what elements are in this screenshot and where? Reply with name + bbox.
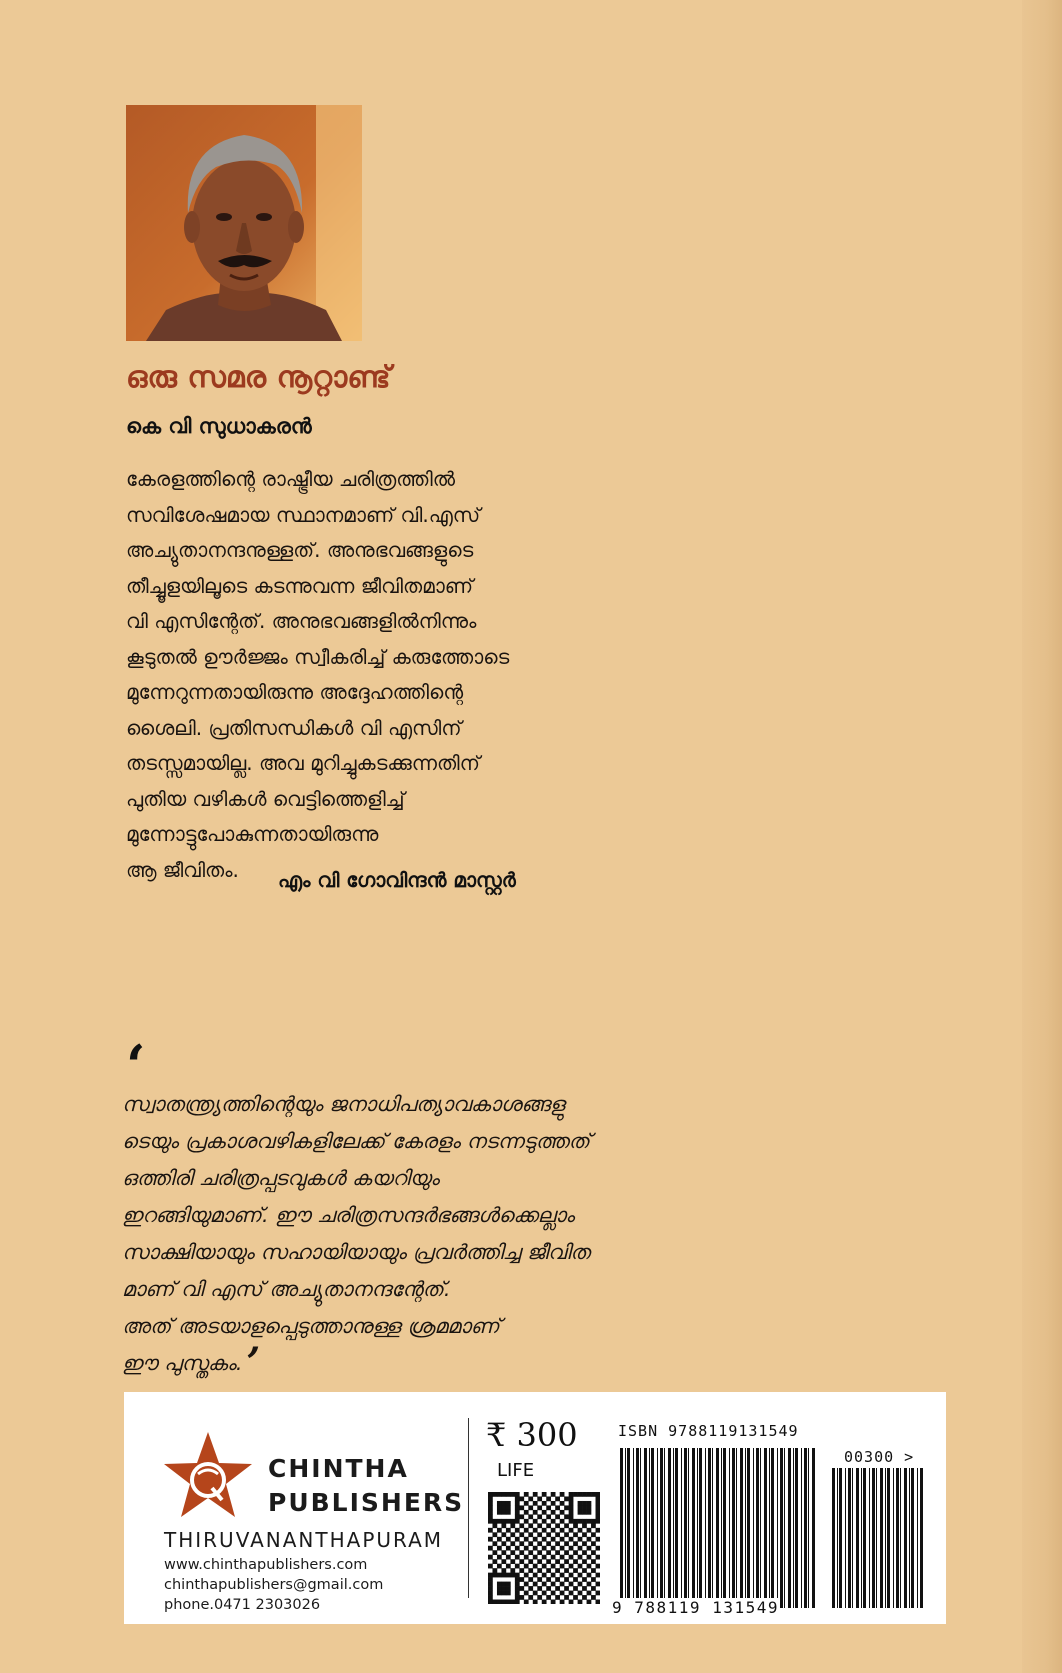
barcode-digits: 9 788119 131549 [612,1598,779,1617]
star-logo-icon [162,1430,254,1520]
publisher-name-line1: CHINTHA [268,1454,409,1483]
addon-code: 00300 > [844,1448,915,1466]
blurb-line: വി എസിന്റേത്. അനുഭവങ്ങളിൽനിന്നും [126,609,477,633]
price: ₹ 300 [486,1416,578,1454]
panel-divider [468,1418,469,1598]
quote-line: ഒത്തിരി ചരിത്രപ്പടവുകൾ കയറിയും [122,1166,440,1190]
quote-line: സ്വാതന്ത്ര്യത്തിന്റെയും ജനാധിപത്യാവകാശങ്ങളു [122,1092,565,1116]
blurb-text [126,462,686,888]
blurb-line: മുന്നോട്ടുപോകുന്നതായിരുന്നു [126,822,379,846]
pull-quote [122,1086,762,1386]
isbn-label: ISBN 9788119131549 [618,1422,799,1440]
quote-line: അത് അടയാളപ്പെടുത്താനുള്ള ശ്രമമാണ് [122,1314,500,1338]
quote-line: ടെയും പ്രകാശവഴികളിലേക്ക് കേരളം നടന്നടുത്തത് [122,1129,590,1153]
quote-line: സാക്ഷിയായും സഹായിയായും പ്രവർത്തിച്ച ജീവിത [122,1240,590,1264]
publisher-panel [124,1392,946,1624]
publisher-email: chinthapublishers@gmail.com [164,1577,384,1593]
quote-line: ഈ പുസ്തകം. [122,1351,243,1375]
book-title: ഒരു സമര നൂറ്റാണ്ട് [126,360,391,395]
blurb-line: തീച്ചൂളയിലൂടെ കടന്നുവന്ന ജീവിതമാണ് [126,573,474,598]
publisher-name-line2: PUBLISHERS [268,1488,465,1517]
quote-open-mark: ‘ [126,1033,146,1099]
blurb-line: പുതിയ വഴികൾ വെട്ടിത്തെളിച്ച് [126,786,405,811]
blurb-line: ആ ജീവിതം. [126,857,239,882]
blurb-line: മുന്നേറുന്നതായിരുന്നു അദ്ദേഹത്തിന്റെ [126,680,464,704]
quote-line: ഇറങ്ങിയുമാണ്. ഈ ചരിത്രസന്ദർഭങ്ങൾക്കെല്ലാം [122,1203,575,1227]
publisher-city: THIRUVANANTHAPURAM [164,1528,444,1552]
barcode-icon [620,1448,820,1608]
qr-code-icon [488,1492,600,1604]
blurb-signature: എം വി ഗോവിന്ദൻ മാസ്റ്റർ [278,868,516,892]
spine-edge [1022,0,1062,1673]
barcode-addon-icon [832,1468,928,1608]
blurb-line: കൂടുതൽ ഊർജ്ജം സ്വീകരിച്ച് കരുത്തോടെ [126,644,510,669]
blurb-line: അച്യുതാനന്ദനുള്ളത്. അനുഭവങ്ങളുടെ [126,538,474,562]
author-photo [126,105,362,341]
publisher-phone: phone.0471 2303026 [164,1597,321,1613]
blurb-line: കേരളത്തിന്റെ രാഷ്ട്രീയ ചരിത്രത്തിൽ [126,467,455,491]
blurb-line: സവിശേഷമായ സ്ഥാനമാണ് വി.എസ് [126,502,481,527]
blurb-line: തടസ്സമായില്ല. അവ മുറിച്ചുകടക്കുന്നതിന് [126,751,480,775]
publisher-name [268,1452,464,1520]
book-author: കെ വി സുധാകരൻ [126,414,312,438]
publisher-contact [164,1555,383,1615]
category-label: LIFE [497,1460,535,1481]
quote-close-mark: ’ [246,1339,261,1386]
publisher-website: www.chinthapublishers.com [164,1557,368,1573]
blurb-line: ശൈലി. പ്രതിസന്ധികൾ വി എസിന് [126,715,462,740]
quote-line: മാണ് വി എസ് അച്യുതാനന്ദന്റേത്. [122,1277,451,1301]
